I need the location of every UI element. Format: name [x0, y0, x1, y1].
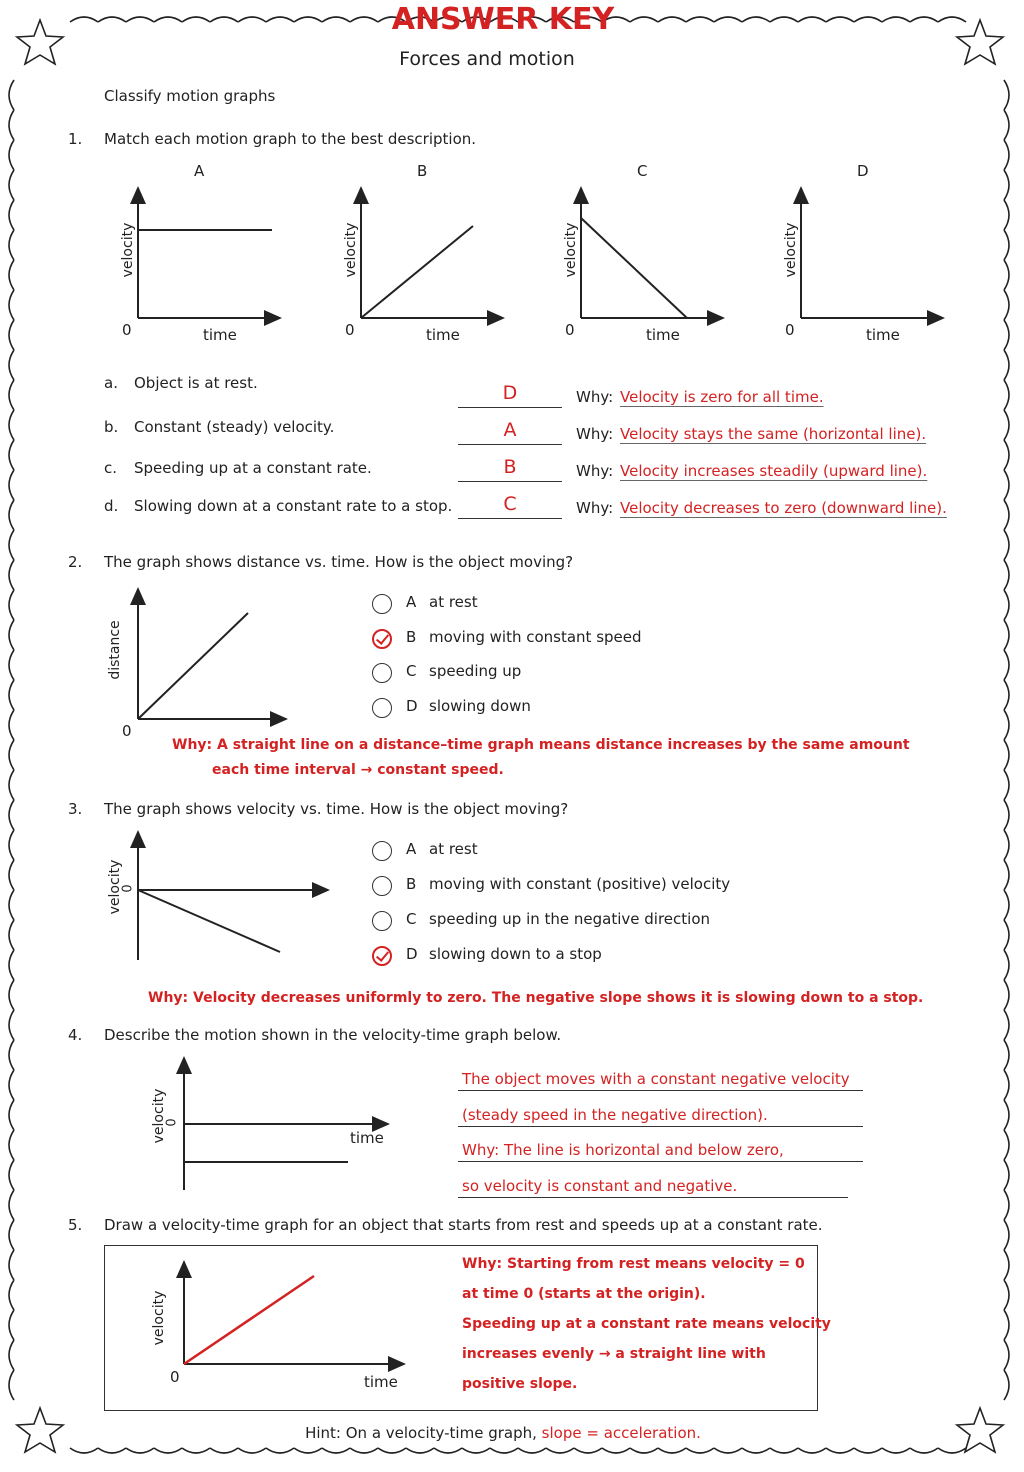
q3-why: Why: Velocity decreases uniformly to zero. The negative slope shows it is slowing down to a stop. — [148, 990, 924, 1006]
page-title: ANSWER KEY — [391, 2, 615, 37]
q1-graph-origin: 0 — [122, 321, 132, 339]
q1-number: 1. — [68, 130, 83, 148]
section-title: Classify motion graphs — [104, 87, 276, 105]
q3-data-line — [138, 890, 280, 952]
q3-prompt: The graph shows velocity vs. time. How is the object moving? — [104, 800, 569, 818]
q4-answer-line: so velocity is constant and negative. — [462, 1176, 738, 1195]
q1-graph-line — [581, 218, 687, 318]
q2-option-text: at rest — [429, 593, 478, 611]
q5-ylabel: velocity — [151, 1290, 167, 1346]
q4-answer-line: (steady speed in the negative direction). — [462, 1105, 768, 1124]
q1-why-label: Why: — [576, 388, 614, 406]
q5-origin: 0 — [170, 1368, 180, 1386]
q1-graph-letter: C — [637, 162, 648, 180]
q1-answer-blank: B — [458, 455, 562, 482]
q5-why-line: Why: Starting from rest means velocity = 0 — [462, 1256, 805, 1272]
q2-option-radio[interactable] — [372, 698, 392, 718]
q3-number: 3. — [68, 800, 83, 818]
q4-answer-line: The object moves with a constant negative velocity — [462, 1070, 850, 1088]
q3-option-text: slowing down to a stop — [429, 945, 602, 963]
q1-item-text: Object is at rest. — [134, 374, 258, 392]
q1-graph-ylabel: velocity — [343, 222, 359, 278]
q1-answer-blank: A — [458, 418, 562, 445]
q3-option-letter: B — [406, 875, 417, 893]
q3-velocity-time-graph — [110, 828, 350, 968]
q2-option-radio[interactable] — [372, 594, 392, 614]
q1-why-label: Why: — [576, 462, 614, 480]
q5-why-line: increases evenly → a straight line with — [462, 1346, 766, 1362]
q5-velocity-time-graph — [160, 1258, 410, 1378]
q1-graph-d — [773, 184, 953, 354]
q1-graph-letter: D — [857, 162, 869, 180]
hint-prefix: Hint: On a velocity-time graph, — [305, 1424, 537, 1442]
q5-number: 5. — [68, 1216, 83, 1234]
q1-graph-a — [110, 184, 290, 354]
hint — [0, 1424, 1006, 1442]
q4-answer-underline — [458, 1197, 848, 1198]
q2-why-line1: Why: A straight line on a distance–time graph means distance increases by the same amount — [172, 737, 910, 753]
q2-option-radio[interactable] — [372, 663, 392, 683]
q4-ylabel: velocity — [151, 1088, 167, 1144]
q1-answer-blank: C — [458, 492, 562, 519]
q1-graph-origin: 0 — [345, 321, 355, 339]
q1-why-label: Why: — [576, 499, 614, 517]
q1-graph-line — [361, 226, 473, 318]
q5-data-line — [184, 1276, 314, 1364]
q4-answer-underline — [458, 1090, 863, 1091]
q1-item-letter: c. — [104, 459, 118, 477]
q4-answer-underline — [458, 1126, 863, 1127]
hint-acceleration: acceleration. — [603, 1424, 701, 1442]
q3-option-letter: A — [406, 840, 417, 858]
q3-ylabel: velocity — [107, 859, 123, 915]
page-subtitle: Forces and motion — [399, 48, 575, 70]
q4-prompt: Describe the motion shown in the velocity-time graph below. — [104, 1026, 562, 1044]
q2-option-letter: D — [406, 696, 418, 715]
q5-why-line: positive slope. — [462, 1376, 578, 1392]
q1-graph-ylabel: velocity — [783, 222, 799, 278]
q2-why-line2: each time interval → constant speed. — [212, 762, 504, 778]
q2-option-text: slowing down — [429, 696, 531, 715]
q3-origin: 0 — [120, 884, 136, 893]
q1-graph-xlabel: time — [866, 326, 900, 344]
q2-data-line — [138, 613, 248, 719]
q1-item-text: Constant (steady) velocity. — [134, 418, 335, 436]
q2-option-text: speeding up — [429, 662, 522, 680]
q2-option-radio[interactable] — [372, 629, 392, 649]
q1-why-label: Why: — [576, 425, 614, 443]
q2-option-text: moving with constant speed — [429, 627, 642, 646]
q1-answer-blank: D — [458, 381, 562, 408]
q3-option-radio[interactable] — [372, 946, 392, 966]
q3-option-letter: C — [406, 910, 417, 928]
q2-number: 2. — [68, 553, 83, 571]
q1-item-letter: b. — [104, 418, 119, 436]
q1-graph-letter: B — [417, 162, 428, 180]
q1-why-text: Velocity increases steadily (upward line). — [620, 462, 928, 480]
q5-why-line: Speeding up at a constant rate means velocity — [462, 1316, 831, 1332]
q1-graph-ylabel: velocity — [563, 222, 579, 278]
q1-graph-xlabel: time — [203, 326, 237, 344]
q5-why-line: at time 0 (starts at the origin). — [462, 1286, 706, 1302]
q1-item-letter: d. — [104, 497, 119, 515]
q3-option-radio[interactable] — [372, 841, 392, 861]
q1-graph-c — [553, 184, 733, 354]
q1-graph-origin: 0 — [565, 321, 575, 339]
q3-option-text: at rest — [429, 840, 478, 858]
q2-option-letter: B — [406, 627, 417, 646]
q3-option-radio[interactable] — [372, 876, 392, 896]
q2-option-letter: C — [406, 662, 417, 680]
q2-distance-time-graph — [110, 585, 310, 735]
q4-xlabel: time — [350, 1129, 384, 1147]
q4-number: 4. — [68, 1026, 83, 1044]
q1-why-text: Velocity decreases to zero (downward line). — [620, 499, 947, 517]
q5-prompt: Draw a velocity-time graph for an object that starts from rest and speeds up at a constant rate. — [104, 1216, 823, 1234]
q1-graph-letter: A — [194, 162, 205, 180]
q1-graph-ylabel: velocity — [120, 222, 136, 278]
q1-graph-b — [333, 184, 513, 354]
q4-answer-line: Why: The line is horizontal and below zero, — [462, 1141, 784, 1159]
q1-prompt: Match each motion graph to the best description. — [104, 130, 477, 148]
q1-why-text: Velocity is zero for all time. — [620, 388, 824, 406]
q3-option-letter: D — [406, 945, 418, 963]
q4-origin: 0 — [164, 1118, 180, 1127]
q3-option-radio[interactable] — [372, 911, 392, 931]
q5-xlabel: time — [364, 1373, 398, 1391]
q4-velocity-time-graph — [160, 1054, 400, 1194]
q1-item-text: Slowing down at a constant rate to a stop. — [134, 497, 453, 515]
q2-ylabel: distance — [107, 620, 123, 680]
q1-why-text: Velocity stays the same (horizontal line). — [620, 425, 927, 443]
q1-graph-origin: 0 — [785, 321, 795, 339]
q3-option-text: speeding up in the negative direction — [429, 910, 711, 928]
q1-graph-xlabel: time — [426, 326, 460, 344]
q2-prompt: The graph shows distance vs. time. How is the object moving? — [104, 553, 574, 571]
hint-equals: = — [586, 1424, 599, 1442]
q1-item-letter: a. — [104, 374, 118, 392]
q4-answer-underline — [458, 1161, 863, 1162]
q3-option-text: moving with constant (positive) velocity — [429, 875, 731, 893]
q1-item-text: Speeding up at a constant rate. — [134, 459, 372, 477]
hint-slope: slope — [541, 1424, 582, 1442]
q2-option-letter: A — [406, 593, 417, 611]
q2-origin: 0 — [122, 722, 132, 740]
q1-graph-xlabel: time — [646, 326, 680, 344]
